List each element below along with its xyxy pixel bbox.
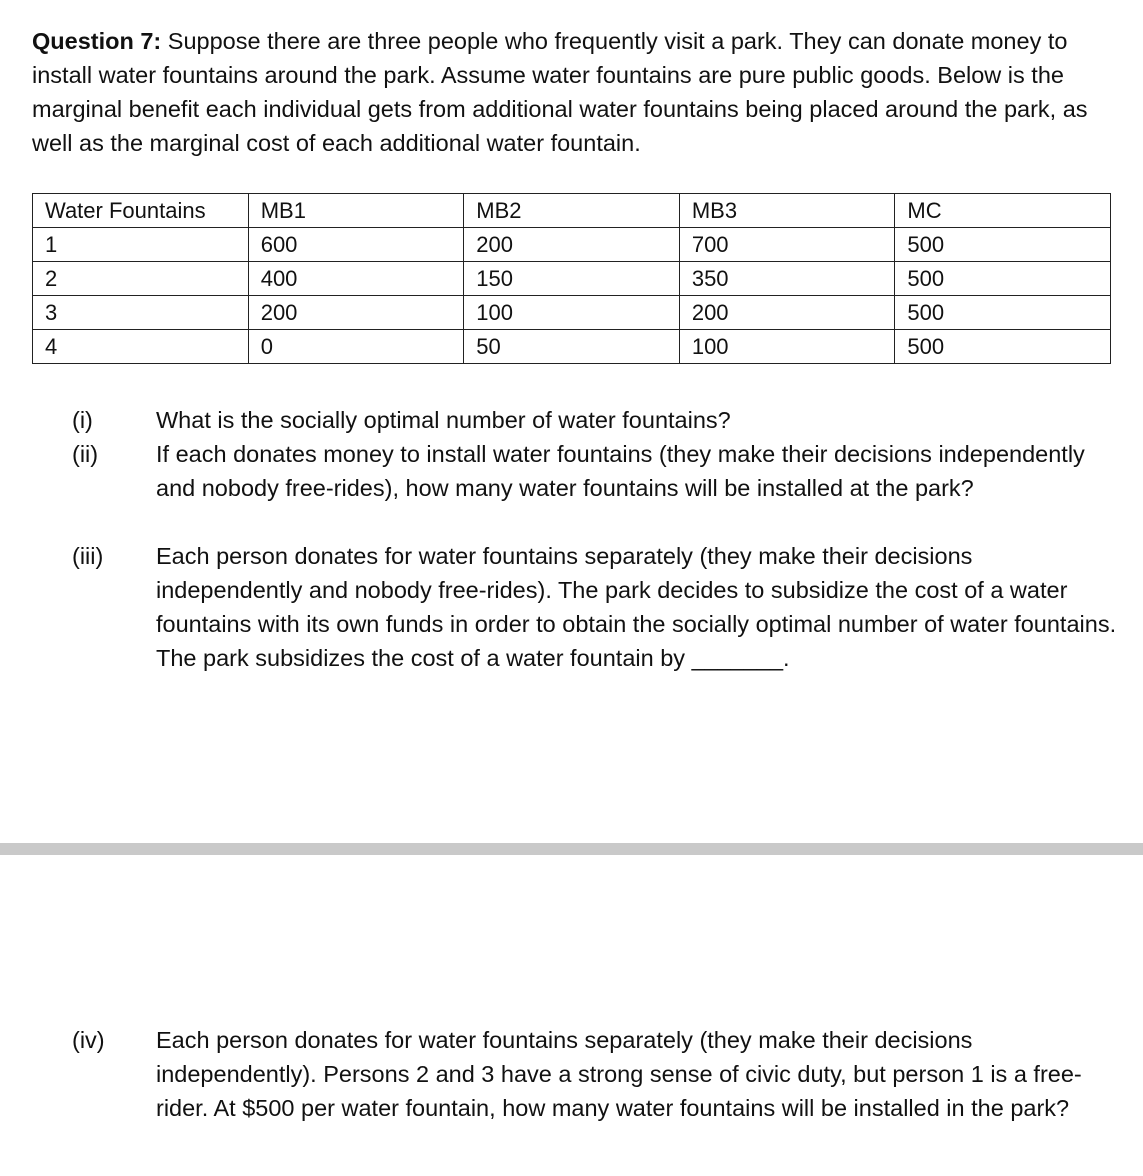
- sub-question-text: If each donates money to install water fountains (they make their decisions independently and nobody free-rides), how many water fountains will be installed at the park?: [156, 441, 1085, 501]
- cell: 500: [895, 296, 1111, 330]
- header-mb1: MB1: [248, 194, 464, 228]
- sub-question-i: [72, 403, 1122, 437]
- cell: 500: [895, 228, 1111, 262]
- table-row: [33, 228, 1111, 262]
- cell: 500: [895, 330, 1111, 364]
- header-mb3: MB3: [679, 194, 895, 228]
- section-divider: [0, 843, 1143, 855]
- sub-question-number: (iii): [72, 543, 104, 569]
- question-label: Question 7:: [32, 28, 162, 54]
- sub-question-text: Each person donates for water fountains separately (they make their decisions independently and nobody free-rides). The park decides to subsidize the cost of a water fountains with its own funds in order to obtain the socially optimal number of water fountains. The park subsidizes the cost of a water fountain by _______.: [156, 543, 1117, 671]
- cell: 0: [248, 330, 464, 364]
- question-text: Suppose there are three people who frequently visit a park. They can donate money to install water fountains around the park. Assume water fountains are pure public goods. Below is the marginal benefit each individual gets from additional water fountains being placed around the park, as well as the marginal cost of each additional water fountain.: [32, 28, 1088, 156]
- cell: 200: [464, 228, 680, 262]
- cell: 3: [33, 296, 249, 330]
- sub-question-text: Each person donates for water fountains separately (they make their decisions independently). Persons 2 and 3 have a strong sense of civic duty, but person 1 is a free-rider. At $500 per water fountain, how many water fountains will be installed in the park?: [156, 1027, 1082, 1121]
- header-mc: MC: [895, 194, 1111, 228]
- marginal-benefit-table: [32, 193, 1111, 364]
- cell: 100: [464, 296, 680, 330]
- cell: 100: [679, 330, 895, 364]
- table-row: [33, 262, 1111, 296]
- sub-question-text: What is the socially optimal number of water fountains?: [156, 407, 731, 433]
- sub-question-iii: [72, 539, 1122, 675]
- cell: 500: [895, 262, 1111, 296]
- cell: 150: [464, 262, 680, 296]
- cell: 1: [33, 228, 249, 262]
- question-intro: [32, 24, 1112, 160]
- header-mb2: MB2: [464, 194, 680, 228]
- sub-question-iv: [72, 1023, 1122, 1125]
- cell: 200: [679, 296, 895, 330]
- table-row: [33, 330, 1111, 364]
- cell: 2: [33, 262, 249, 296]
- cell: 4: [33, 330, 249, 364]
- cell: 200: [248, 296, 464, 330]
- cell: 350: [679, 262, 895, 296]
- cell: 700: [679, 228, 895, 262]
- sub-question-number: (iv): [72, 1027, 105, 1053]
- sub-question-number: (ii): [72, 441, 99, 467]
- sub-question-number: (i): [72, 407, 93, 433]
- table-header-row: [33, 194, 1111, 228]
- cell: 400: [248, 262, 464, 296]
- sub-question-ii: [72, 437, 1122, 505]
- cell: 50: [464, 330, 680, 364]
- cell: 600: [248, 228, 464, 262]
- header-water-fountains: Water Fountains: [33, 194, 249, 228]
- table-row: [33, 296, 1111, 330]
